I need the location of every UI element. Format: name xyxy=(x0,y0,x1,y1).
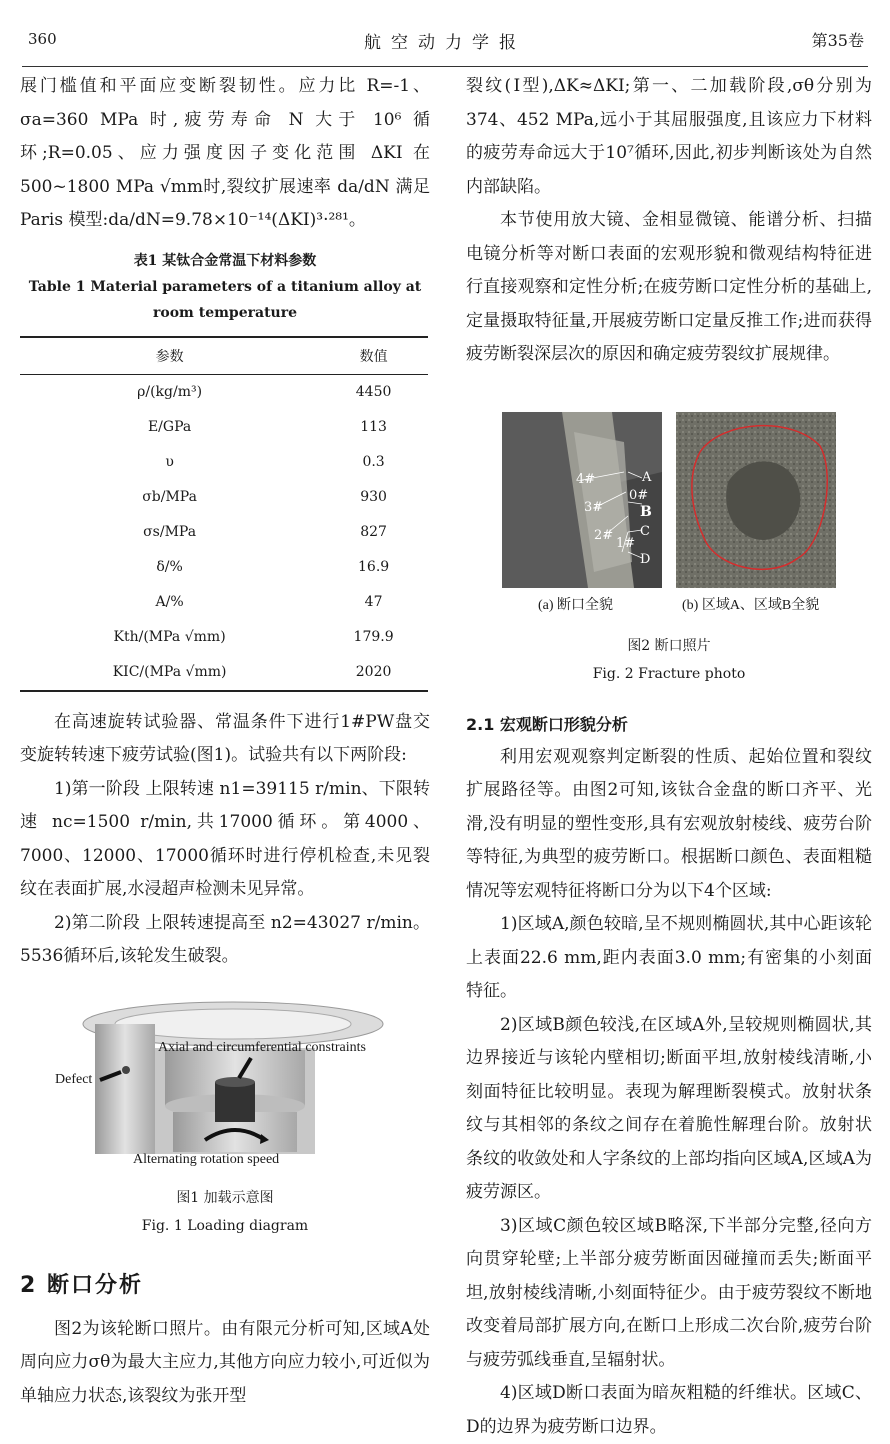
table-row xyxy=(20,550,428,585)
param-cell: ρ/(kg/m³) xyxy=(137,384,203,400)
value-cell: 930 xyxy=(360,489,387,505)
param-cell: E/GPa xyxy=(147,419,192,435)
value-cell: 2020 xyxy=(319,655,428,691)
fig1-caption-en: Fig. 1 Loading diagram xyxy=(141,1217,309,1234)
table-row xyxy=(20,410,428,445)
label-0: 0# xyxy=(629,487,649,503)
param-cell: δ/% xyxy=(156,559,183,575)
label-c: C xyxy=(640,523,650,539)
fracture-photo-figure xyxy=(502,412,842,624)
table-row xyxy=(20,585,428,620)
label-4: 4# xyxy=(576,471,596,487)
value-cell: 0.3 xyxy=(362,454,385,470)
subcaption-a: (a) 断口全貌 xyxy=(538,597,614,613)
param-cell: KIC/(MPa √mm) xyxy=(20,655,319,691)
fig2-caption-cn: 图2 断口照片 xyxy=(627,637,711,654)
value-cell: 179.9 xyxy=(353,629,394,645)
value-cell: 4450 xyxy=(355,384,392,400)
region-c-paragraph: 3)区域C颜色较区域B略深,下半部分完整,径向方向贯穿轮壁;上半部分疲劳断面因碰撞而丢失;断面平坦,放射棱线清晰,小刻面特征少。由于疲劳裂纹不断地改变着局部扩展方向,在断口上形成二次台阶,疲劳台阶与疲劳弧线垂直,呈辐射状。 xyxy=(466,1215,872,1370)
page-number: 360 xyxy=(28,30,57,48)
label-3: 3# xyxy=(584,499,604,515)
volume-label: 第35卷 xyxy=(811,31,864,50)
param-cell: υ xyxy=(165,454,174,470)
value-cell: 16.9 xyxy=(358,559,390,575)
right-column xyxy=(466,70,872,1444)
value-cell: 827 xyxy=(360,524,387,540)
param-cell: σs/MPa xyxy=(143,524,197,540)
subsection-title: 2.1 宏观断口形貌分析 xyxy=(466,714,628,734)
fracture-photos xyxy=(502,412,842,588)
stage2-paragraph: 2)第二阶段 上限转速提高至 n2=43027 r/min。5536循环后,该轮发生破裂。 xyxy=(20,912,430,966)
label-2: 2# xyxy=(594,527,614,543)
loading-diagram xyxy=(55,994,395,1172)
defect-label: Defect xyxy=(55,1071,93,1087)
fig2-caption-en: Fig. 2 Fracture photo xyxy=(592,665,746,682)
left-column xyxy=(20,70,430,1413)
macro-paragraph: 利用宏观观察判定断裂的性质、起始位置和裂纹扩展路径等。由图2可知,该钛合金盘的断口齐平、光滑,没有明显的塑性变形,具有宏观放射棱线、疲劳台阶等特征,为典型的疲劳断口。根据断口颜色、表面粗糙情况等宏观特征将断口分为以下4个区域: xyxy=(466,746,872,901)
table-row xyxy=(20,655,428,691)
table-row xyxy=(20,620,428,655)
label-b: B xyxy=(640,503,652,520)
table-row xyxy=(20,515,428,550)
label-a: A xyxy=(642,469,652,485)
subcaption-b: (b) 区域A、区域B全貌 xyxy=(682,597,820,613)
label-1: 1# xyxy=(616,535,636,551)
table1-caption-en: Table 1 Material parameters of a titanium alloy at room temperature xyxy=(28,278,422,321)
page-header xyxy=(22,0,868,67)
fig1-caption-cn: 图1 加载示意图 xyxy=(176,1189,274,1206)
label-d: D xyxy=(640,551,651,567)
disk-model-illustration xyxy=(55,994,395,1172)
test-paragraph: 在高速旋转试验器、常温条件下进行1#PW盘交变旋转转速下疲劳试验(图1)。试验共有以下两阶段: xyxy=(20,711,430,765)
method-paragraph: 本节使用放大镜、金相显微镜、能谱分析、扫描电镜分析等对断口表面的宏观形貌和微观结构特征进行直接观察和定性分析;在疲劳断口定性分析的基础上,定量摄取特征量,开展疲劳断口定量反推工作;进而获得疲劳断裂深层次的原因和确定疲劳裂纹扩展规律。 xyxy=(466,210,872,364)
section-title: 2 断口分析 xyxy=(20,1272,143,1298)
param-cell: σb/MPa xyxy=(142,489,197,505)
value-cell: 113 xyxy=(360,419,387,435)
intro-paragraph: 展门槛值和平面应变断裂韧性。应力比 R=-1、σa=360 MPa 时,疲劳寿命 N 大于 10⁶ 循环;R=0.05、应力强度因子变化范围 ΔKI 在 500~1800 MPa √mm时,裂纹扩展速率 da/dN 满足 Paris 模型:da/dN=9.78×10⁻¹⁴(ΔKI)³·²⁸¹。 xyxy=(20,76,430,230)
material-table xyxy=(20,336,428,692)
table1-caption-cn: 表1 某钛合金常温下材料参数 xyxy=(133,252,317,269)
table-row xyxy=(20,445,428,480)
region-b-paragraph: 2)区域B颜色较浅,在区域A外,呈较规则椭圆状,其边界接近与该轮内壁相切;断面平坦,放射棱线清晰,小刻面特征比较明显。表现为解理断裂模式。放射状条纹与其相邻的条纹之间存在着脆性解理台阶。放射状条纹的收敛处和人字条纹的上部均指向区域A,区域A为疲劳源区。 xyxy=(466,1014,872,1202)
param-cell: A/% xyxy=(155,594,184,610)
journal-title: 航空动力学报 xyxy=(364,33,526,53)
stage1-paragraph: 1)第一阶段 上限转速 n1=39115 r/min、下限转速 nc=1500 r/min,共17000循环。第4000、7000、12000、17000循环时进行停机检查,未见裂纹在表面扩展,水浸超声检测未见异常。 xyxy=(20,778,430,899)
section2-paragraph: 图2为该轮断口照片。由有限元分析可知,区域A处周向应力σθ为最大主应力,其他方向应力较小,可近似为单轴应力状态,该裂纹为张开型 xyxy=(20,1318,430,1406)
table-row xyxy=(20,374,428,410)
col-header-param: 参数 xyxy=(20,337,319,375)
col-header-value: 数值 xyxy=(319,337,428,375)
continued-paragraph: 裂纹(Ⅰ型),ΔK≈ΔKI;第一、二加载阶段,σθ分别为374、452 MPa,远小于其屈服强度,且该应力下材料的疲劳寿命远大于10⁷循环,因此,初步判断该处为自然内部缺陷。 xyxy=(466,76,872,197)
region-a-paragraph: 1)区域A,颜色较暗,呈不规则椭圆状,其中心距该轮上表面22.6 mm,距内表面3.0 mm;有密集的小刻面特征。 xyxy=(466,914,872,1001)
param-cell: Kth/(MPa √mm) xyxy=(113,629,226,645)
table-row xyxy=(20,480,428,515)
constraint-label: Axial and circumferential constraints xyxy=(158,1039,366,1055)
region-d-paragraph: 4)区域D断口表面为暗灰粗糙的纤维状。区域C、D的边界为疲劳断口边界。 xyxy=(466,1383,872,1437)
value-cell: 47 xyxy=(364,594,383,610)
rotation-label: Alternating rotation speed xyxy=(133,1151,280,1167)
